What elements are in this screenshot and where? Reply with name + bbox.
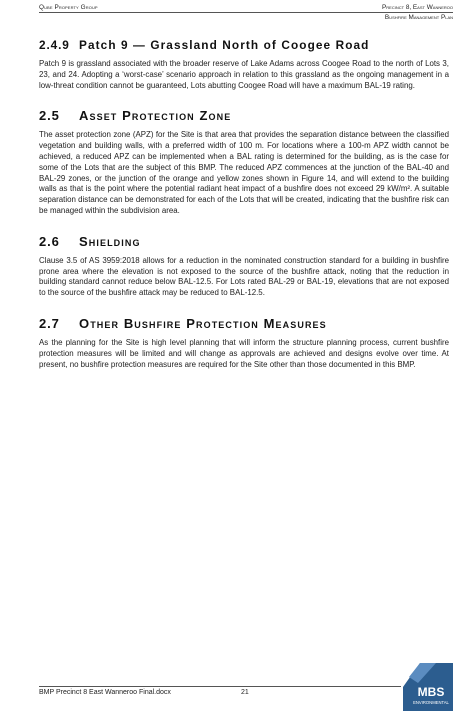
- section-number: 2.6: [39, 233, 60, 249]
- section-2-5: [39, 108, 449, 216]
- logo-subtitle: ENVIRONMENTAL: [413, 700, 449, 705]
- page-number: 21: [241, 689, 249, 696]
- page-header-left: Qube Property Group: [39, 4, 98, 11]
- section-title: Asset Protection Zone: [79, 108, 232, 124]
- section-2-6: [39, 234, 449, 299]
- section-number: 2.4.9: [39, 38, 70, 52]
- section-title: Other Bushfire Protection Measures: [79, 315, 327, 331]
- section-body: Patch 9 is grassland associated with the broader reserve of Lake Adams across Coogee Road to the north of Lots 3, 23, and 24. Adopting a ‘worst-case’ scenario approach in relation to this grassland as the ongoing management in a low-threat condition cannot be guaranteed, Lots abutting Coogee Road will have a maximum BAL-19 rating.: [39, 59, 449, 90]
- header-right-line1: Precinct 8, East Wanneroo: [382, 4, 453, 11]
- section-heading: [39, 108, 449, 123]
- section-title: Shielding: [79, 233, 141, 249]
- page-content: [39, 38, 449, 387]
- section-2-4-9: [39, 38, 449, 91]
- section-number: 2.7: [39, 315, 60, 331]
- header-rule: [39, 12, 453, 13]
- mbs-environmental-logo: [403, 663, 453, 711]
- section-number: 2.5: [39, 108, 60, 124]
- header-right-line2: Bushfire Management Plan: [384, 13, 453, 21]
- footer-rule: [39, 686, 401, 687]
- section-heading: [39, 38, 449, 52]
- section-body: Clause 3.5 of AS 3959:2018 allows for a reduction in the nominated construction standard for a building in bushfire prone area where the elevation is not exposed to the source of the bushfire attack, noting that the reduction in building standard cannot reduce below BAL-12.5. For Lots rated BAL-29 or BAL-19, elevations that are not exposed to the source of the bushfire attack may be reduced to BAL-12.5.: [39, 255, 449, 298]
- section-title: Patch 9 — Grassland North of Coogee Road: [79, 38, 370, 52]
- section-heading: [39, 234, 449, 249]
- footer-document-name: BMP Precinct 8 East Wanneroo Final.docx: [39, 689, 171, 696]
- section-heading: [39, 316, 449, 331]
- section-2-7: [39, 316, 449, 370]
- section-body: As the planning for the Site is high level planning that will inform the structure planning process, current bushfire protection measures will be limited and will change as approvals are achieved and designs evolve over time. At present, no bushfire protection measures are required for the Site other than those documented in this BMP.: [39, 337, 449, 369]
- section-body: The asset protection zone (APZ) for the Site is that area that provides the separation distance between the classified vegetation and building walls, with a preferred width of 100 m. For locations where a 100-m APZ width cannot be achieved, a reduced APZ can be implemented when a BAL rating is determined for the building, as is the case for some of the Lots that are the subject of this BMP. The reduced APZ commences at the junction of the BAL-40 and BAL-29 zones, or the junction of the orange and yellow zones shown in Figure 14, and will extend to the building walls as that is the point where the potential radiant heat impact of a bushfire does not exceed 29 kW/m². A suitable separation distance can be demonstrated for each of the Lots that will be created, indicating that the bushfire risk can be managed within the subdivision area.: [39, 130, 449, 215]
- logo-wordmark: MBS: [417, 685, 445, 699]
